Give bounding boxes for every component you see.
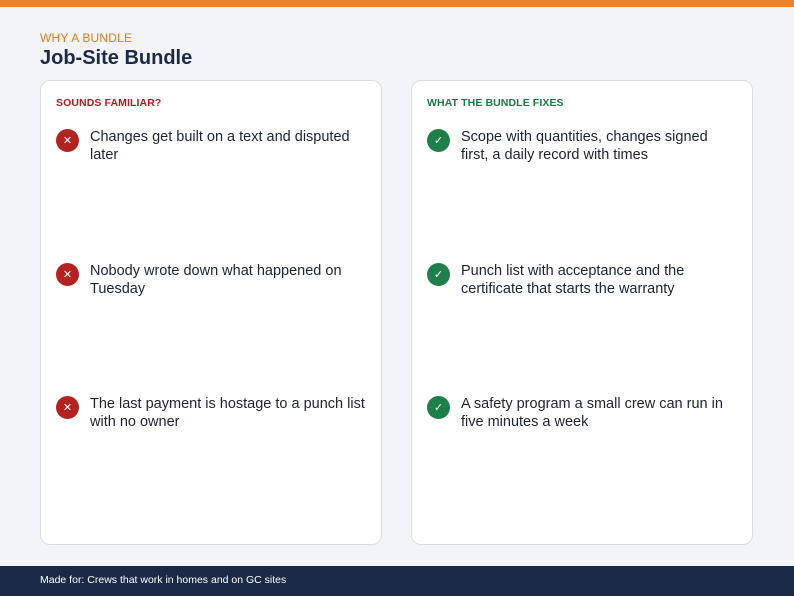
fix-text: Scope with quantities, changes signed first, a daily record with times	[461, 129, 708, 163]
fix-item	[427, 128, 737, 164]
footer-text: Made for: Crews that work in homes and on GC sites	[40, 574, 287, 586]
x-icon: ✕	[56, 396, 79, 419]
fix-item	[427, 262, 737, 298]
problems-heading: SOUNDS FAMILIAR?	[56, 97, 162, 109]
problems-card	[40, 80, 382, 545]
x-icon: ✕	[56, 129, 79, 152]
check-icon: ✓	[427, 263, 450, 286]
fixes-card	[411, 80, 753, 545]
fixes-heading: WHAT THE BUNDLE FIXES	[427, 97, 564, 109]
eyebrow-label: WHY A BUNDLE	[40, 31, 133, 45]
x-icon: ✕	[56, 263, 79, 286]
problem-item	[56, 262, 366, 298]
page-title: Job-Site Bundle	[40, 47, 193, 69]
problem-item	[56, 128, 366, 164]
top-accent-bar	[0, 0, 794, 7]
problem-text: Changes get built on a text and disputed later	[90, 129, 350, 163]
check-icon: ✓	[427, 129, 450, 152]
check-icon: ✓	[427, 396, 450, 419]
fix-item	[427, 395, 737, 431]
fix-text: A safety program a small crew can run in five minutes a week	[461, 396, 723, 430]
footer-bar	[0, 566, 794, 596]
fix-text: Punch list with acceptance and the certificate that starts the warranty	[461, 263, 685, 297]
problem-item	[56, 395, 366, 431]
problem-text: Nobody wrote down what happened on Tuesday	[90, 263, 342, 297]
problem-text: The last payment is hostage to a punch list with no owner	[90, 396, 365, 430]
